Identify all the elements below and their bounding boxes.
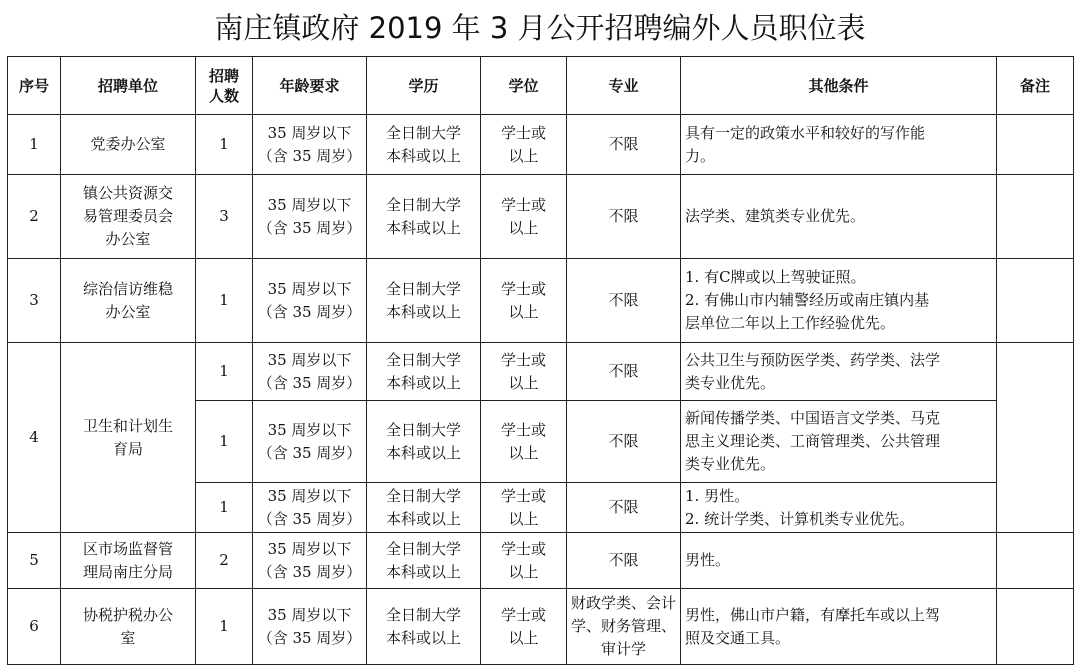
- unit-line: 综治信访维稳: [82, 279, 173, 298]
- education-cell: [367, 533, 481, 589]
- condition-line: 思主义理论类、工商管理类、公共管理: [685, 432, 941, 450]
- condition-line: 层单位二年以上工作经验优先。: [685, 314, 896, 332]
- education-line: 全日制大学: [385, 486, 461, 505]
- conditions-cell: [681, 483, 997, 533]
- seq-cell: 4: [8, 343, 61, 533]
- unit-cell: [61, 343, 196, 533]
- unit-cell: [61, 175, 196, 259]
- conditions-cell: [681, 589, 997, 665]
- age-line: （含 35 周岁）: [257, 509, 362, 528]
- unit-line: 育局: [112, 439, 143, 458]
- degree-line: 以上: [508, 443, 539, 462]
- education-line: 本科或以上: [385, 509, 461, 528]
- page-title: 南庄镇政府 2019 年 3 月公开招聘编外人员职位表: [214, 11, 866, 45]
- degree-line: 以上: [508, 302, 539, 321]
- major-cell: [567, 589, 681, 665]
- header-count-line: 人数: [208, 86, 239, 105]
- degree-line: 以上: [508, 373, 539, 392]
- header-unit: 招聘单位: [61, 57, 196, 115]
- header-degree: 学位: [481, 57, 567, 115]
- major-line: 不限: [608, 207, 639, 225]
- age-cell: [253, 115, 367, 175]
- age-cell: [253, 343, 367, 401]
- unit-line: 理局南庄分局: [82, 562, 173, 581]
- header-education: 学历: [367, 57, 481, 115]
- unit-cell: [61, 115, 196, 175]
- major-line: 审计学: [600, 640, 646, 658]
- major-cell: [567, 175, 681, 259]
- education-line: 本科或以上: [385, 302, 461, 321]
- unit-line: 易管理委员会: [82, 207, 173, 225]
- header-count-line: 招聘: [208, 66, 239, 85]
- age-line: 35 周岁以下: [267, 486, 352, 505]
- unit-line: 办公室: [105, 302, 151, 321]
- age-line: 35 周岁以下: [267, 539, 352, 558]
- age-line: （含 35 周岁）: [257, 218, 362, 237]
- major-cell: [567, 401, 681, 483]
- major-cell: [567, 483, 681, 533]
- unit-line: 协税护税办公: [82, 605, 173, 624]
- education-line: 全日制大学: [385, 279, 461, 298]
- degree-line: 学士或: [500, 539, 546, 558]
- age-cell: [253, 533, 367, 589]
- seq-cell: 6: [8, 589, 61, 665]
- condition-line: 类专业优先。: [685, 455, 776, 473]
- degree-cell: [481, 401, 567, 483]
- education-line: 全日制大学: [385, 123, 461, 142]
- conditions-cell: [681, 533, 997, 589]
- education-line: 全日制大学: [385, 605, 461, 624]
- table-row: [8, 115, 1074, 175]
- condition-line: 2. 有佛山市内辅警经历或南庄镇内基: [685, 291, 930, 309]
- major-cell: [567, 533, 681, 589]
- remarks-cell: [997, 175, 1074, 259]
- remarks-cell: [997, 533, 1074, 589]
- unit-line: 室: [120, 628, 136, 647]
- degree-cell: [481, 259, 567, 343]
- education-cell: [367, 175, 481, 259]
- unit-cell: [61, 259, 196, 343]
- age-line: （含 35 周岁）: [257, 562, 362, 581]
- count-cell: 1: [196, 343, 253, 401]
- degree-cell: [481, 533, 567, 589]
- table-row: [8, 175, 1074, 259]
- count-cell: 1: [196, 483, 253, 533]
- condition-line: 照及交通工具。: [685, 628, 791, 647]
- header-count: [196, 57, 253, 115]
- age-line: 35 周岁以下: [267, 123, 352, 142]
- unit-line: 党委办公室: [90, 135, 166, 153]
- education-cell: [367, 343, 481, 401]
- education-cell: [367, 259, 481, 343]
- seq-cell: 1: [8, 115, 61, 175]
- major-line: 不限: [608, 291, 639, 309]
- degree-line: 学士或: [500, 279, 546, 298]
- table-row: [8, 533, 1074, 589]
- major-line: 不限: [608, 135, 639, 153]
- header-seq: 序号: [8, 57, 61, 115]
- major-cell: [567, 259, 681, 343]
- age-cell: [253, 483, 367, 533]
- major-cell: [567, 115, 681, 175]
- condition-line: 男性，佛山市户籍，有摩托车或以上驾: [685, 605, 941, 624]
- unit-cell: [61, 533, 196, 589]
- seq-cell: 2: [8, 175, 61, 259]
- degree-line: 以上: [508, 146, 539, 165]
- table-row: [8, 259, 1074, 343]
- degree-line: 学士或: [500, 486, 546, 505]
- education-cell: [367, 589, 481, 665]
- count-cell: 1: [196, 589, 253, 665]
- degree-cell: [481, 175, 567, 259]
- remarks-cell: [997, 343, 1074, 533]
- seq-cell: 3: [8, 259, 61, 343]
- count-cell: 2: [196, 533, 253, 589]
- education-line: 本科或以上: [385, 146, 461, 165]
- remarks-cell: [997, 589, 1074, 665]
- age-cell: [253, 259, 367, 343]
- degree-line: 学士或: [500, 420, 546, 439]
- degree-cell: [481, 115, 567, 175]
- age-line: 35 周岁以下: [267, 350, 352, 369]
- header-major: 专业: [567, 57, 681, 115]
- header-remarks: 备注: [997, 57, 1074, 115]
- remarks-cell: [997, 115, 1074, 175]
- education-line: 本科或以上: [385, 373, 461, 392]
- age-line: （含 35 周岁）: [257, 302, 362, 321]
- education-line: 全日制大学: [385, 195, 461, 214]
- degree-cell: [481, 589, 567, 665]
- conditions-cell: [681, 115, 997, 175]
- education-line: 本科或以上: [385, 562, 461, 581]
- degree-line: 学士或: [500, 123, 546, 142]
- age-line: 35 周岁以下: [267, 279, 352, 298]
- condition-line: 力。: [685, 146, 716, 165]
- degree-line: 以上: [508, 509, 539, 528]
- education-line: 全日制大学: [385, 350, 461, 369]
- condition-line: 类专业优先。: [685, 373, 776, 392]
- age-line: （含 35 周岁）: [257, 373, 362, 392]
- education-line: 本科或以上: [385, 443, 461, 462]
- major-line: 财政学类、会计: [571, 594, 677, 612]
- degree-line: 学士或: [500, 195, 546, 214]
- degree-line: 以上: [508, 628, 539, 647]
- major-cell: [567, 343, 681, 401]
- unit-line: 区市场监督管: [82, 539, 173, 558]
- count-cell: 1: [196, 259, 253, 343]
- conditions-cell: [681, 401, 997, 483]
- header-age: 年龄要求: [253, 57, 367, 115]
- major-line: 不限: [608, 362, 639, 380]
- major-line: 不限: [608, 498, 639, 516]
- unit-line: 镇公共资源交: [82, 184, 173, 202]
- unit-line: 办公室: [105, 230, 151, 248]
- table-row: [8, 589, 1074, 665]
- table-row: [8, 343, 1074, 401]
- condition-line: 公共卫生与预防医学类、药学类、法学: [685, 350, 941, 369]
- condition-line: 2. 统计学类、计算机类专业优先。: [685, 509, 915, 528]
- degree-line: 以上: [508, 218, 539, 237]
- degree-line: 学士或: [500, 605, 546, 624]
- positions-table: [7, 56, 1074, 665]
- education-line: 全日制大学: [385, 539, 461, 558]
- count-cell: 3: [196, 175, 253, 259]
- degree-cell: [481, 343, 567, 401]
- education-line: 本科或以上: [385, 218, 461, 237]
- condition-line: 1. 有C牌或以上驾驶证照。: [685, 268, 866, 286]
- degree-line: 以上: [508, 562, 539, 581]
- age-cell: [253, 401, 367, 483]
- degree-cell: [481, 483, 567, 533]
- count-cell: 1: [196, 115, 253, 175]
- age-line: 35 周岁以下: [267, 195, 352, 214]
- condition-line: 法学类、建筑类专业优先。: [685, 207, 866, 225]
- age-cell: [253, 589, 367, 665]
- major-line: 不限: [608, 551, 639, 569]
- major-line: 学、财务管理、: [571, 617, 677, 635]
- education-line: 全日制大学: [385, 420, 461, 439]
- education-cell: [367, 401, 481, 483]
- unit-cell: [61, 589, 196, 665]
- remarks-cell: [997, 259, 1074, 343]
- unit-line: 卫生和计划生: [82, 416, 173, 435]
- age-line: （含 35 周岁）: [257, 443, 362, 462]
- major-line: 不限: [608, 432, 639, 450]
- education-cell: [367, 483, 481, 533]
- conditions-cell: [681, 259, 997, 343]
- count-cell: 1: [196, 401, 253, 483]
- seq-cell: 5: [8, 533, 61, 589]
- degree-line: 学士或: [500, 350, 546, 369]
- age-cell: [253, 175, 367, 259]
- condition-line: 男性。: [685, 551, 731, 569]
- age-line: （含 35 周岁）: [257, 146, 362, 165]
- education-line: 本科或以上: [385, 628, 461, 647]
- age-line: 35 周岁以下: [267, 420, 352, 439]
- age-line: （含 35 周岁）: [257, 628, 362, 647]
- condition-line: 具有一定的政策水平和较好的写作能: [685, 123, 926, 142]
- conditions-cell: [681, 175, 997, 259]
- header-row: [8, 57, 1074, 115]
- condition-line: 新闻传播学类、中国语言文学类、马克: [685, 409, 941, 427]
- education-cell: [367, 115, 481, 175]
- condition-line: 1. 男性。: [685, 486, 750, 505]
- header-conditions: 其他条件: [681, 57, 997, 115]
- conditions-cell: [681, 343, 997, 401]
- age-line: 35 周岁以下: [267, 605, 352, 624]
